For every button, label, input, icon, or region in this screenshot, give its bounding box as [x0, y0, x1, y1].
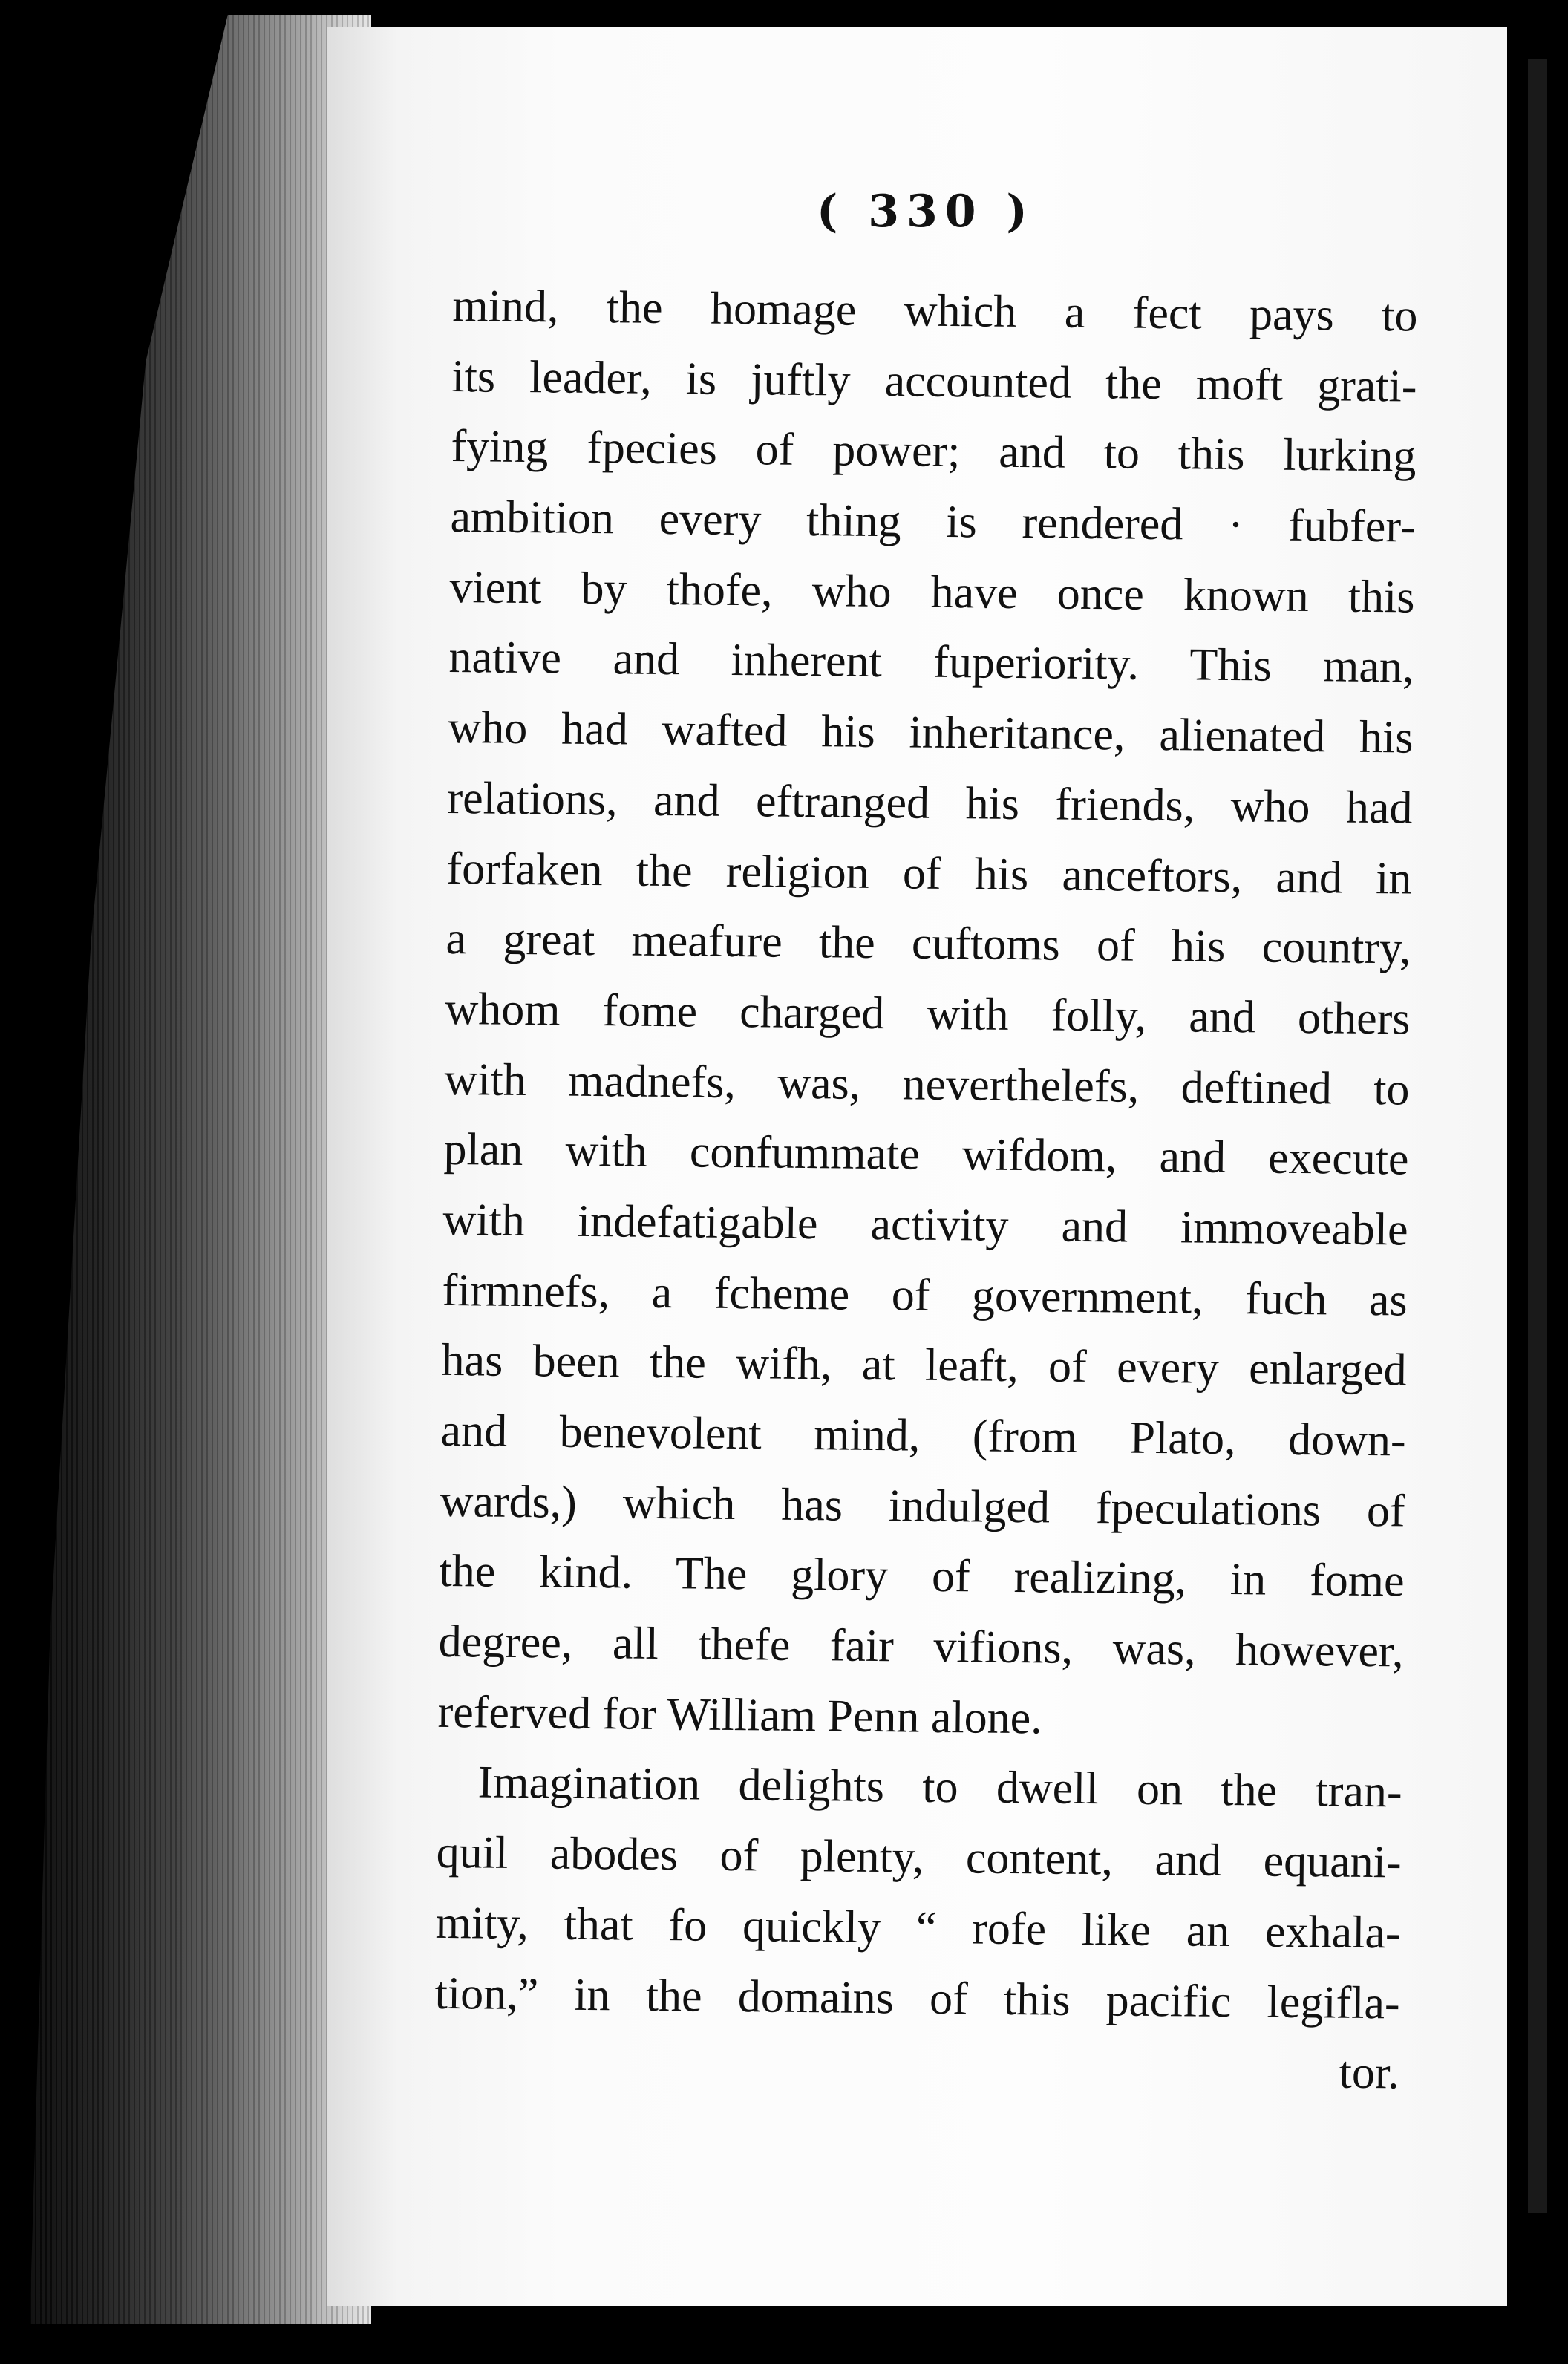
- text-line: referved for William Penn alone.: [437, 1686, 1043, 1744]
- text-line: ambition every thing is rendered · fubfer-: [450, 492, 1416, 552]
- body-text: [434, 271, 1418, 2109]
- text-line: who had wafted his inheritance, alienated his: [448, 702, 1414, 763]
- text-line: forfaken the religion of his anceftors, and in: [446, 843, 1412, 904]
- text-line: tion,” in the domains of this pacific legifla-: [434, 1968, 1400, 2028]
- text-line: Imagination delights to dwell on the tran-: [477, 1757, 1402, 1818]
- text-line: relations, and eftranged his friends, who had: [447, 772, 1413, 834]
- text-line: fying fpecies of power; and to this lurking: [451, 421, 1417, 482]
- text-line: the kind. The glory of realizing, in fome: [439, 1546, 1405, 1607]
- text-line: with madnefs, was, neverthelefs, deftined to: [444, 1054, 1410, 1115]
- text-line: with indefatigable activity and immoveable: [442, 1194, 1408, 1256]
- text-line: wards,) which has indulged fpeculations of: [440, 1475, 1405, 1537]
- text-line: vient by thofe, who have once known this: [449, 561, 1415, 623]
- text-line: plan with confummate wifdom, and execute: [443, 1124, 1409, 1185]
- text-line: whom fome charged with folly, and others: [445, 983, 1411, 1045]
- text-line: mity, that fo quickly “ rofe like an exhala-: [435, 1897, 1401, 1959]
- text-line: mind, the homage which a fect pays to: [452, 280, 1418, 342]
- text-line: quil abodes of plenty, content, and equani-: [436, 1827, 1402, 1888]
- text-line: native and inherent fuperiority. This man,: [448, 632, 1414, 693]
- text-line: a great meafure the cuftoms of his country,: [445, 913, 1411, 974]
- facing-page-edge: [1528, 59, 1547, 2213]
- text-line: degree, all thefe fair vifions, was, however,: [438, 1616, 1404, 1677]
- page-number: ( 330 ): [817, 186, 1035, 238]
- book-page-edges: [30, 15, 371, 2324]
- text-line: and benevolent mind, (from Plato, down-: [440, 1405, 1406, 1466]
- catchword: tor.: [1339, 2047, 1400, 2099]
- text-line: its leader, is juftly accounted the moft grati-: [451, 350, 1417, 412]
- text-line: has been the wifh, at leaft, of every enlarged: [441, 1335, 1407, 1396]
- text-line: firmnefs, a fcheme of government, fuch as: [442, 1264, 1408, 1326]
